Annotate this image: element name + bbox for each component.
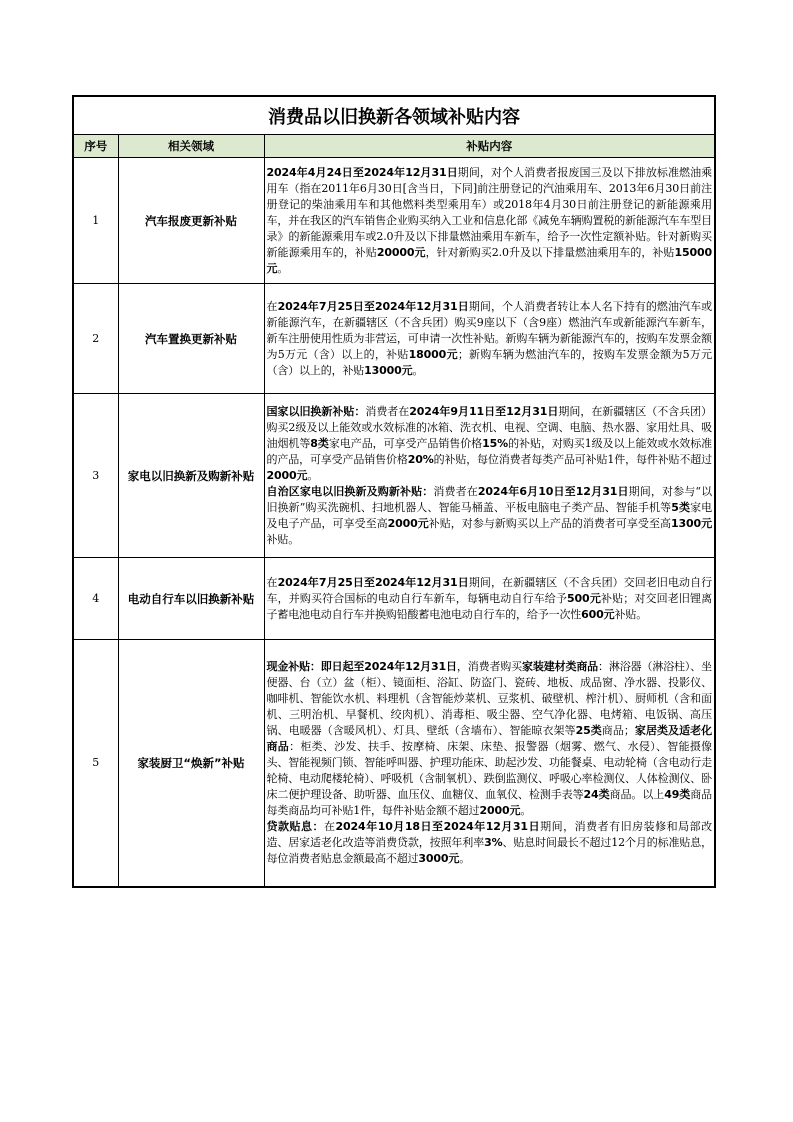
content-text: 在 [266,299,278,313]
content-emphasis: 2024年10月18日至2024年12月31日 [335,819,541,833]
content-text: 补贴。 [266,532,300,546]
content-emphasis: 13000元 [364,363,413,377]
content-text: 商品； [601,723,635,737]
row-content [264,640,714,886]
table-row [74,284,714,394]
content-emphasis: 家居类及适老化商品 [266,723,712,753]
content-text: 商品。以上 [609,787,665,801]
row-content [264,284,714,394]
content-text: 期间，在新疆辖区（不含兵团）购买2级及以上能效或水效标准的冰箱、洗衣机、电视、空调、电脑、热水器、家用灶具、吸油烟机等 [266,404,712,450]
content-emphasis: 国家以旧换新补贴： [266,404,366,418]
content-emphasis: 2000元 [387,516,429,530]
content-text: 期间，对个人消费者报废国三及以下排放标准燃油乘用车（指在2011年6月30日[含当日，下同]前注册登记的汽油乘用车、2013年6月30日前注册登记的柴油乘用车和其他燃料类型乘用车）或2018年4月30日前注册登记的新能源乘用车，并在我区的汽车销售企业购买纳入工业和信息化部《减免车辆购置税的新能源汽车车型目录》的新能源乘用车或2.0升及以下排量燃油乘用车新车，给予一次性定额补贴。针对新购买新能源乘用车的，补贴 [266,165,712,259]
content-emphasis: 2024年7月25日至2024年12月31日 [277,299,469,313]
header-content: 补贴内容 [264,135,714,158]
content-text: 、贴息时间最长不超过12个月的标准贴息，每位消费者贴息金额最高不超过 [266,835,713,865]
content-emphasis: 20000元 [376,245,426,259]
content-text: 商品每类商品均可补贴1件，每件补贴金额不超过 [266,787,713,817]
row-field: 电动自行车以旧换新补贴 [118,558,264,640]
content-emphasis: 家装建材类商品 [522,659,599,673]
content-text: 期间，对参与“以旧换新”购买洗碗机、扫地机器人、智能马桶盖、平板电脑电子类产品、智能手机等 [266,484,712,514]
content-emphasis: 600元 [581,607,615,621]
content-text: 。 [520,803,532,817]
row-field: 汽车置换更新补贴 [118,284,264,394]
header-field: 相关领域 [118,135,264,158]
content-text: 家电产品，可享受产品销售价格 [328,436,483,450]
content-emphasis: 24类 [583,787,610,801]
content-emphasis: 3000元 [418,851,460,865]
content-text: 消费者在 [433,484,478,498]
table-row [74,158,714,284]
content-emphasis: 18000元 [408,347,458,361]
content-text: ，消费者购买 [456,659,523,673]
content-emphasis: 自治区家电以旧换新及购新补贴： [266,484,434,498]
content-emphasis: 25类 [575,723,602,737]
content-text: 补贴，对参与新购买以上产品的消费者可享受至高 [428,516,671,530]
content-text: 家电及电子产品，可享受至高 [266,500,712,530]
content-text: ；新购车辆为燃油汽车的，按购车发票金额为5万元（含）以上的，补贴 [266,347,712,377]
content-text: 。 [277,261,289,275]
content-emphasis: 2024年4月24日至2024年12月31日 [266,165,458,179]
content-text: 。 [459,851,471,865]
content-emphasis: 2024年6月10日至12月31日 [477,484,629,498]
table-row [74,640,714,886]
row-seq: 1 [74,158,118,284]
row-seq: 3 [74,394,118,558]
row-content [264,558,714,640]
content-emphasis: 49类 [664,787,691,801]
content-text: 补贴。 [614,607,648,621]
content-emphasis: 500元 [567,591,601,605]
content-text: 在 [266,575,278,589]
content-emphasis: 2024年7月25日至2024年12月31日 [277,575,469,589]
row-seq: 2 [74,284,118,394]
subsidy-table [74,135,714,886]
subsidy-table-sheet [72,95,716,888]
content-emphasis: 3% [484,835,503,849]
content-emphasis: 8类 [310,436,329,450]
content-emphasis: 15000元 [266,245,712,275]
content-text: 的补贴，每位消费者每类产品可补贴1件，每件补贴不超过 [433,452,712,466]
content-text: 消费者在 [365,404,410,418]
content-emphasis: 20% [407,452,434,466]
content-emphasis: 2024年9月11日至12月31日 [409,404,559,418]
content-emphasis: 2000元 [479,803,521,817]
row-seq: 4 [74,558,118,640]
content-text: 。 [307,468,319,482]
row-field: 汽车报废更新补贴 [118,158,264,284]
content-text: ：柜类、沙发、扶手、按摩椅、床架、床垫、报警器（烟雾、燃气、水侵）、智能摄像头、智能视频门锁、智能呼叫器、护理功能床、助起沙发、功能餐桌、电动轮椅（含电动行走轮椅、电动爬楼轮椅）、呼吸机（含制氧机）、跌倒监测仪、呼吸心率检测仪、人体检测仪、卧床二便护理设备、助听器、血压仪、血糖仪、血氧仪、检测手表等 [266,739,712,801]
content-text: 在 [324,819,336,833]
row-content [264,158,714,284]
content-emphasis: 现金补贴：即日起至2024年12月31日 [266,659,457,673]
content-text: ，针对新购买2.0升及以下排量燃油乘用车的，补贴 [425,245,675,259]
header-row [74,135,714,158]
content-text: 补贴；对交回老旧锂离子蓄电池电动自行车并换购铅酸蓄电池电动自行车的，给予一次性 [266,591,712,621]
header-seq: 序号 [74,135,118,158]
row-field: 家装厨卫“焕新”补贴 [118,640,264,886]
content-emphasis: 5类 [671,500,691,514]
content-emphasis: 2000元 [266,468,308,482]
row-field: 家电以旧换新及购新补贴 [118,394,264,558]
content-text: 。 [412,363,424,377]
content-text: ：淋浴器（淋浴柱）、坐便器、台（立）盆（柜）、镜面柜、浴缸、防盗门、瓷砖、地板、成品窗、净水器、投影仪、咖啡机、智能饮水机、料理机（含智能炒菜机、豆浆机、破壁机、榨汁机）、厨师机（含和面机、三明治机、早餐机、绞肉机）、消毒柜、吸尘器、空气净化器、电烤箱、电饭锅、高压锅、电暖器（含暖风机）、灯具、壁纸（含墙布）、智能晾衣架等 [266,659,712,737]
table-row [74,394,714,558]
content-text: 期间，个人消费者转让本人名下持有的燃油汽车或新能源汽车，在新疆辖区（不含兵团）购买9座以下（含9座）燃油汽车或新能源汽车新车，新车注册使用性质为非营运，可申请一次性补贴。新购车辆为新能源汽车的，按购车发票金额为5万元（含）以上的，补贴 [266,299,712,361]
content-emphasis: 贷款贴息： [266,819,325,833]
row-content [264,394,714,558]
content-text: 的补贴，对购买1级及以上能效或水效标准的产品，可享受产品销售价格 [266,436,713,466]
content-emphasis: 1300元 [670,516,712,530]
row-seq: 5 [74,640,118,886]
table-title: 消费品以旧换新各领域补贴内容 [74,97,714,135]
content-emphasis: 15% [482,436,509,450]
content-text: 期间，消费者有旧房装修和局部改造、居家适老化改造等消费贷款，按照年利率 [266,819,713,849]
table-row [74,558,714,640]
content-text: 期间，在新疆辖区（不含兵团）交回老旧电动自行车，并购买符合国标的电动自行车新车，每辆电动自行车给予 [266,575,712,605]
